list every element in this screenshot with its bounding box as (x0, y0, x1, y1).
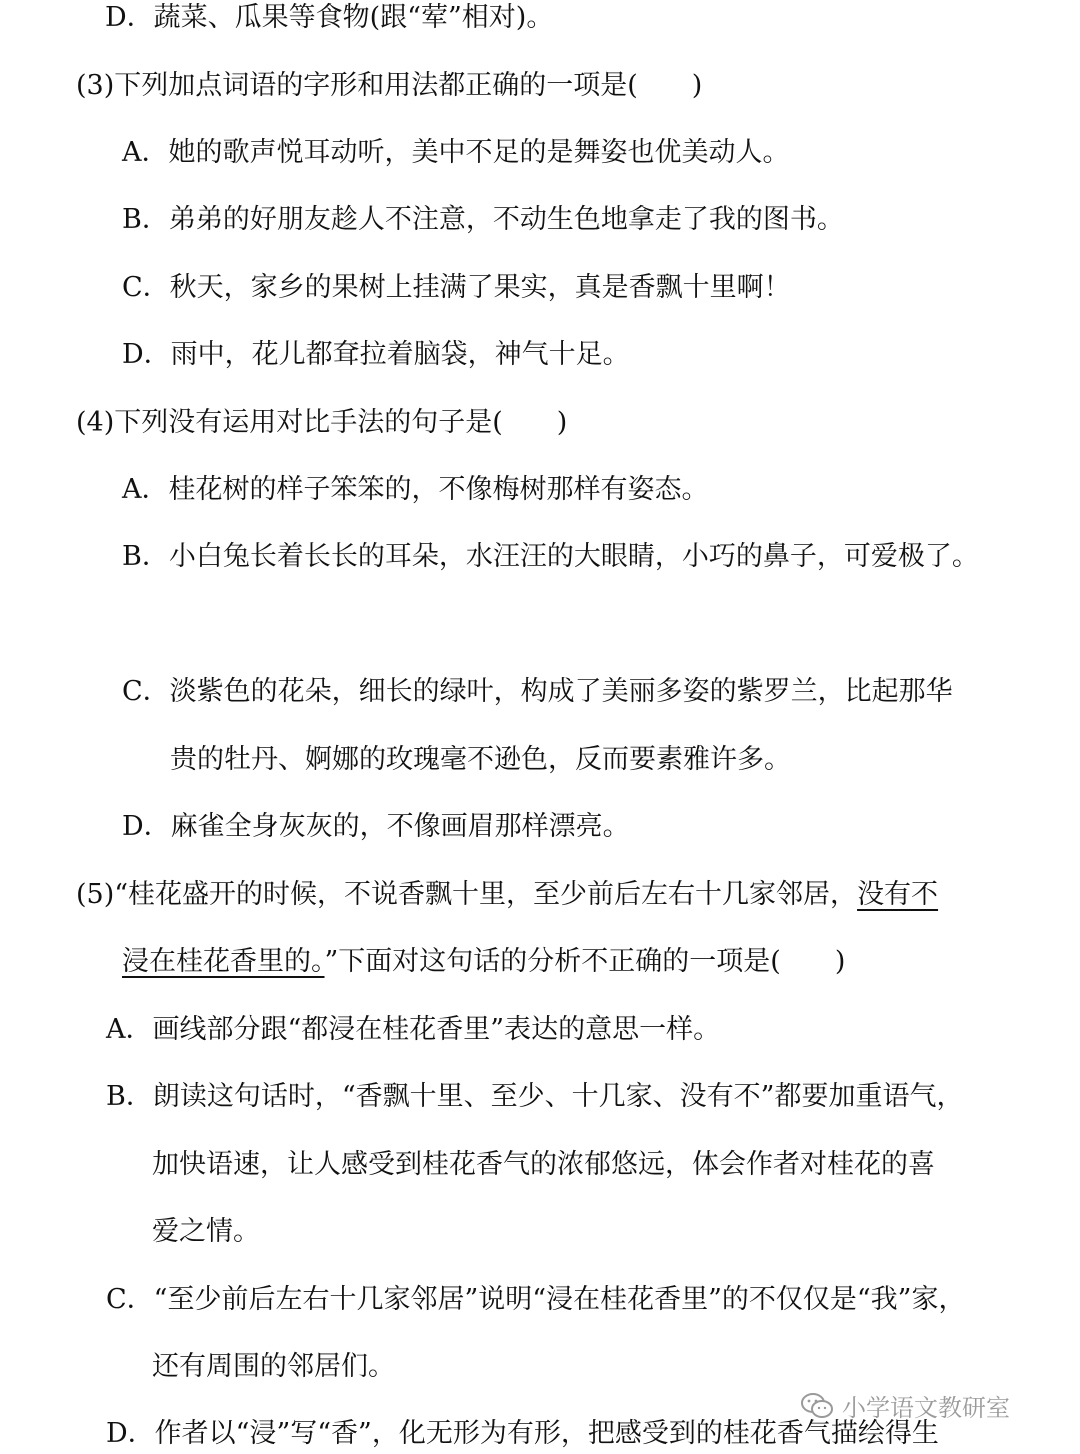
wechat-icon (800, 1392, 834, 1420)
q5-underlined-text: 浸在桂花香里的。 (122, 946, 325, 977)
q4-option-d: D．麻雀全身灰灰的，不像画眉那样漂亮。 (122, 811, 630, 842)
q3-option-b: B．弟弟的好朋友趁人不注意，不动生色地拿走了我的图书。 (122, 204, 844, 235)
question-3: (3)下列加点词语的字形和用法都正确的一项是( ) (76, 70, 703, 101)
q5-option-c-line1: C．“至少前后左右十几家邻居”说明“浸在桂花香里”的不仅仅是“我”家， (106, 1284, 966, 1315)
q4-option-c-line1: C．淡紫色的花朵，细长的绿叶，构成了美丽多姿的紫罗兰，比起那华 (122, 676, 953, 707)
q4-option-b: B．小白兔长着长长的耳朵，水汪汪的大眼睛，小巧的鼻子，可爱极了。 (122, 541, 979, 572)
q5-option-a: A．画线部分跟“都浸在桂花香里”表达的意思一样。 (106, 1014, 721, 1045)
q5-option-b-line2: 加快语速，让人感受到桂花香气的浓郁悠远，体会作者对桂花的喜 (152, 1149, 935, 1180)
q5-option-c-line2: 还有周围的邻居们。 (152, 1351, 395, 1382)
q5-underlined-text: 没有不 (857, 879, 939, 910)
q4-option-a: A．桂花树的样子笨笨的，不像梅树那样有姿态。 (122, 474, 709, 505)
question-5-line1 (76, 879, 938, 911)
q3-option-c: C．秋天，家乡的果树上挂满了果实，真是香飘十里啊！ (122, 272, 791, 303)
line-prev-option-d: D．蔬菜、瓜果等食物(跟“荤”相对)。 (105, 2, 554, 33)
q5-option-b-line3: 爱之情。 (152, 1216, 260, 1247)
q5-text: (5)“桂花盛开的时候，不说香飘十里，至少前后左右十几家邻居， (76, 879, 858, 910)
q4-option-c-line2: 贵的牡丹、婀娜的玫瑰毫不逊色，反而要素雅许多。 (170, 744, 791, 775)
watermark (800, 1388, 1010, 1423)
q3-option-a: A．她的歌声悦耳动听，美中不足的是舞姿也优美动人。 (122, 137, 790, 168)
question-4: (4)下列没有运用对比手法的句子是( ) (76, 407, 568, 438)
watermark-text: 小学语文教研室 (842, 1394, 1010, 1422)
question-5-line2 (122, 946, 845, 978)
q5-option-b-line1: B．朗读这句话时，“香飘十里、至少、十几家、没有不”都要加重语气， (106, 1081, 964, 1112)
q5-text: ”下面对这句话的分析不正确的一项是( ) (324, 946, 846, 977)
q5-option-d: D．作者以“浸”写“香”，化无形为有形，把感受到的桂花香气描绘得生 (106, 1418, 939, 1449)
q3-option-d: D．雨中，花儿都耷拉着脑袋，神气十足。 (122, 339, 630, 370)
